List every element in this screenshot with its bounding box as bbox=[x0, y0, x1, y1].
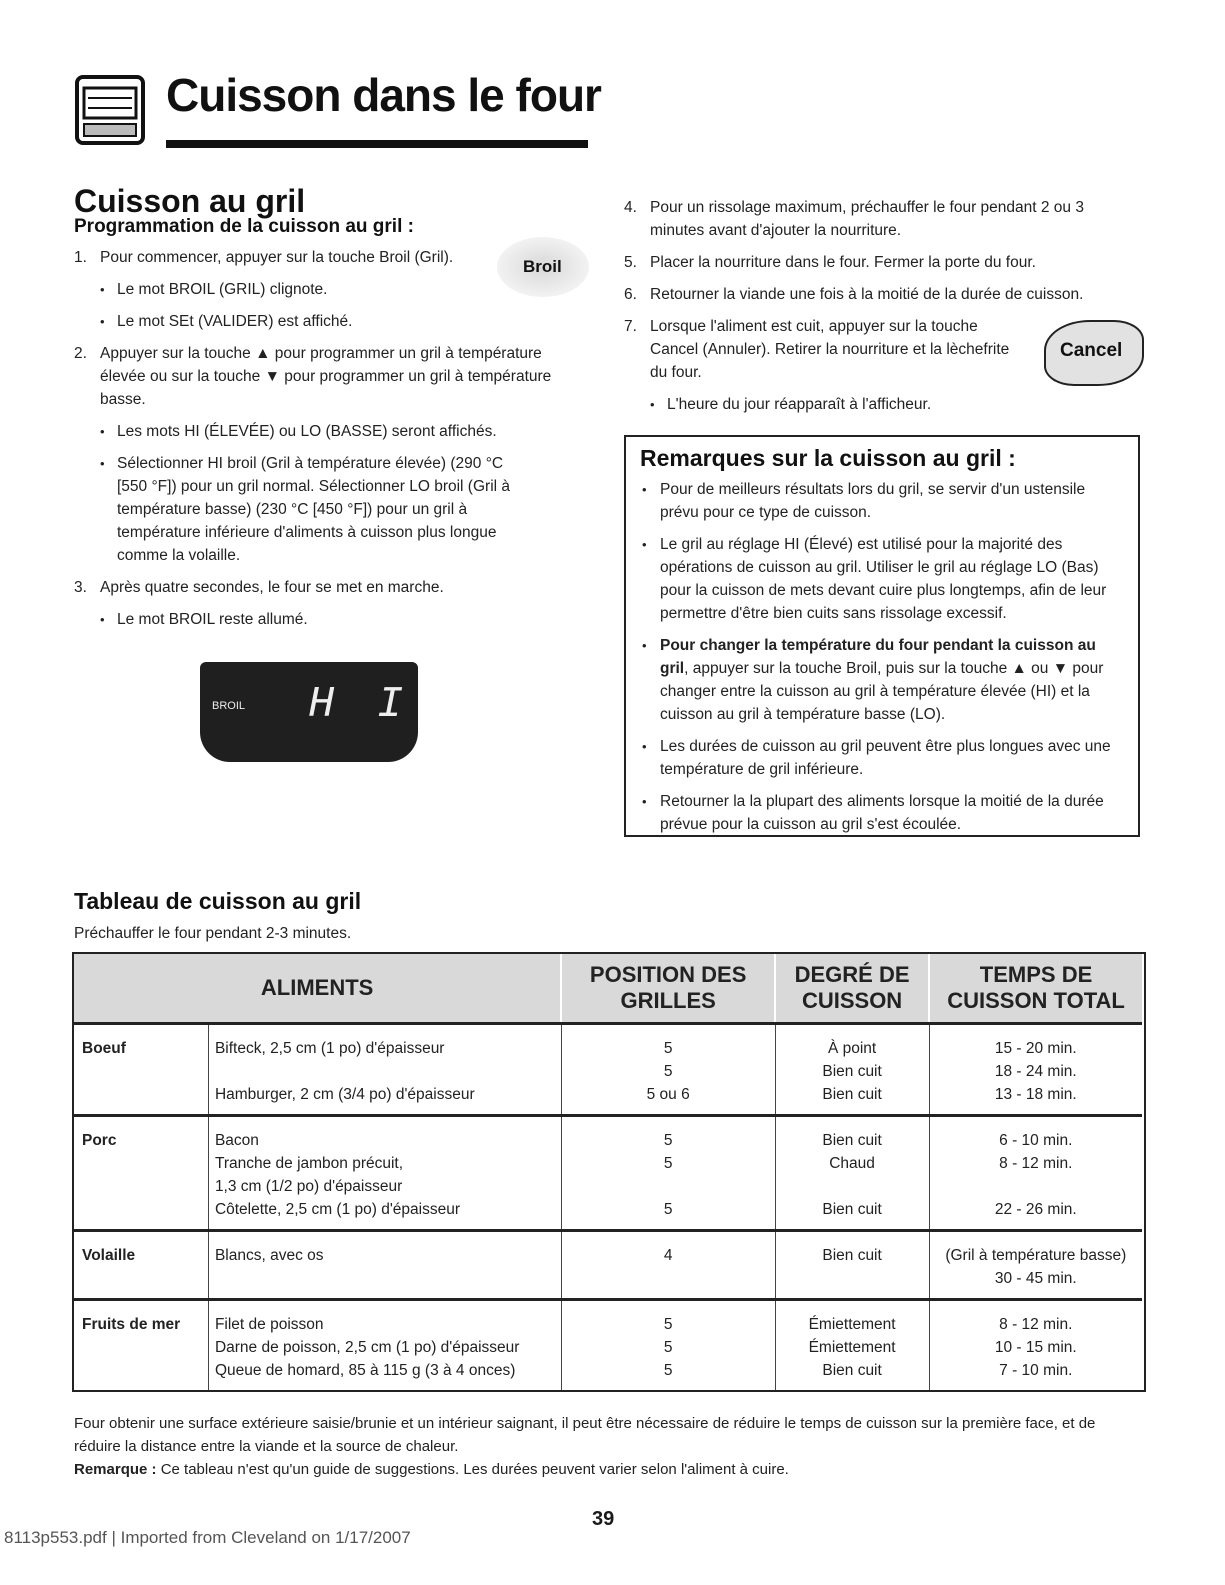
remark-item: • Pour de meilleurs résultats lors du gril, se servir d'un ustensile prévu pour ce type de cuisson. bbox=[640, 478, 1124, 524]
table-row bbox=[74, 1300, 1142, 1391]
doneness-line: Bien cuit bbox=[822, 1362, 882, 1379]
step-number: 6. bbox=[624, 286, 637, 303]
step-6 bbox=[624, 283, 1140, 306]
step-number: 7. bbox=[624, 318, 637, 335]
food-item bbox=[208, 1231, 561, 1300]
food-item-line bbox=[215, 1060, 555, 1083]
doneness-line: Émiettement bbox=[808, 1339, 896, 1356]
step-3 bbox=[74, 576, 594, 599]
doneness-line: Chaud bbox=[829, 1155, 875, 1172]
step-number: 3. bbox=[74, 579, 87, 596]
rack-position-line: 5 ou 6 bbox=[646, 1086, 690, 1103]
oven-icon bbox=[74, 74, 146, 146]
bullet: • Le mot SEt (VALIDER) est affiché. bbox=[74, 310, 594, 333]
remarks-title: Remarques sur la cuisson au gril : bbox=[640, 445, 1016, 471]
footer-import-note: 8113p553.pdf | Imported from Cleveland on 1/17/2007 bbox=[4, 1528, 411, 1547]
food-category: Porc bbox=[74, 1116, 208, 1231]
page-number: 39 bbox=[592, 1508, 615, 1530]
remarks-box bbox=[624, 435, 1140, 837]
cook-time bbox=[929, 1024, 1142, 1116]
food-item bbox=[208, 1116, 561, 1231]
step-4 bbox=[624, 196, 1140, 242]
rack-position-line: 5 bbox=[663, 1316, 673, 1333]
doneness-line: Émiettement bbox=[808, 1316, 896, 1333]
rack-position bbox=[561, 1024, 775, 1116]
step-text: Après quatre secondes, le four se met en marche. bbox=[100, 579, 444, 596]
remark-bold-lead: Pour changer la température du four pendant la cuisson au gril bbox=[660, 637, 1096, 677]
cook-time bbox=[929, 1116, 1142, 1231]
doneness-line: Bien cuit bbox=[822, 1247, 882, 1264]
step-7 bbox=[624, 315, 1030, 384]
doneness bbox=[775, 1231, 929, 1300]
cook-time-line: (Gril à température basse) bbox=[945, 1247, 1127, 1264]
table-note: Four obtenir une surface extérieure saisie/brunie et un intérieur saignant, il peut être nécessaire de réduire le temps de cuisson sur la première face, et de réduire la distance entre la viande et la source de chaleur. bbox=[74, 1415, 1096, 1455]
bullet: • Le mot BROIL (GRIL) clignote. bbox=[74, 278, 594, 301]
cook-time-line: 18 - 24 min. bbox=[994, 1063, 1077, 1080]
doneness-line bbox=[782, 1175, 923, 1198]
step-2 bbox=[74, 342, 590, 411]
cook-time-line: 8 - 12 min. bbox=[999, 1155, 1073, 1172]
table-title: Tableau de cuisson au gril bbox=[74, 888, 362, 914]
doneness bbox=[775, 1024, 929, 1116]
cook-time-line: 15 - 20 min. bbox=[994, 1040, 1077, 1057]
step-text: Appuyer sur la touche ▲ pour programmer un gril à température élevée ou sur la touche ▼ pour programmer un gril à température basse. bbox=[100, 345, 552, 408]
step-number: 1. bbox=[74, 249, 87, 266]
rack-position bbox=[561, 1300, 775, 1391]
cancel-button-label: Cancel bbox=[1060, 340, 1123, 361]
food-item-line: Tranche de jambon précuit, bbox=[214, 1155, 404, 1172]
step-number: 5. bbox=[624, 254, 637, 271]
bullet: • L'heure du jour réapparaît à l'afficheur. bbox=[624, 393, 1140, 416]
cook-time-line: 22 - 26 min. bbox=[994, 1201, 1077, 1218]
rack-position-line: 5 bbox=[663, 1362, 673, 1379]
doneness-line bbox=[782, 1267, 923, 1290]
table-row bbox=[74, 1231, 1142, 1300]
rack-position-line: 4 bbox=[663, 1247, 673, 1264]
food-item-line: Bifteck, 2,5 cm (1 po) d'épaisseur bbox=[214, 1040, 445, 1057]
doneness-line: À point bbox=[827, 1040, 877, 1057]
table-subtitle: Préchauffer le four pendant 2-3 minutes. bbox=[74, 925, 352, 942]
col-header-position: POSITION DES GRILLES bbox=[561, 954, 775, 1024]
rack-position-line: 5 bbox=[663, 1132, 673, 1149]
step-number: 2. bbox=[74, 345, 87, 362]
cancel-button[interactable] bbox=[1044, 320, 1144, 386]
food-item-line: Blancs, avec os bbox=[214, 1247, 324, 1264]
doneness-line: Bien cuit bbox=[822, 1063, 882, 1080]
cook-time-line bbox=[936, 1175, 1136, 1198]
cook-time-line: 7 - 10 min. bbox=[999, 1362, 1073, 1379]
doneness-line: Bien cuit bbox=[822, 1132, 882, 1149]
cook-time-line: 13 - 18 min. bbox=[994, 1086, 1077, 1103]
bullet: • Le mot BROIL reste allumé. bbox=[74, 608, 594, 631]
rack-position-line: 5 bbox=[663, 1040, 673, 1057]
food-item bbox=[208, 1024, 561, 1116]
rack-position-line: 5 bbox=[663, 1201, 673, 1218]
broil-button[interactable] bbox=[497, 237, 589, 297]
remark-rest: , appuyer sur la touche Broil, puis sur la touche ▲ ou ▼ pour changer entre la cuisson au gril à température élevée (HI) et la cuisson au gril à température basse (LO). bbox=[660, 660, 1104, 723]
cook-time bbox=[929, 1231, 1142, 1300]
oven-display bbox=[200, 662, 418, 762]
food-category: Fruits de mer bbox=[74, 1300, 208, 1391]
rack-position bbox=[561, 1231, 775, 1300]
doneness bbox=[775, 1300, 929, 1391]
cook-time-line: 6 - 10 min. bbox=[999, 1132, 1073, 1149]
food-item-line: Côtelette, 2,5 cm (1 po) d'épaisseur bbox=[214, 1201, 460, 1218]
food-item-line: 1,3 cm (1/2 po) d'épaisseur bbox=[214, 1178, 403, 1195]
rack-position-line bbox=[568, 1175, 769, 1198]
rack-position-line: 5 bbox=[663, 1339, 673, 1356]
remark-item: • Les durées de cuisson au gril peuvent être plus longues avec une température de gril inférieure. bbox=[640, 735, 1124, 781]
food-item-line: Darne de poisson, 2,5 cm (1 po) d'épaisseur bbox=[214, 1339, 520, 1356]
cook-time-line: 8 - 12 min. bbox=[999, 1316, 1073, 1333]
cook-time-line: 10 - 15 min. bbox=[994, 1339, 1077, 1356]
step-text: Pour commencer, appuyer sur la touche Broil (Gril). bbox=[100, 249, 454, 266]
display-value: H I bbox=[308, 680, 412, 730]
doneness-line: Bien cuit bbox=[822, 1086, 882, 1103]
food-item-line: Filet de poisson bbox=[214, 1316, 324, 1333]
cook-time bbox=[929, 1300, 1142, 1391]
page-title: Cuisson dans le four bbox=[166, 69, 601, 121]
remark-item bbox=[640, 634, 1124, 726]
step-5 bbox=[624, 251, 1140, 274]
remark-item: • Retourner la la plupart des aliments lorsque la moitié de la durée prévue pour la cuisson au gril s'est écoulée. bbox=[640, 790, 1124, 836]
food-item-line: Queue de homard, 85 à 115 g (3 à 4 onces) bbox=[214, 1362, 516, 1379]
step-number: 4. bbox=[624, 199, 637, 216]
rack-position bbox=[561, 1116, 775, 1231]
col-header-temps: TEMPS DE CUISSON TOTAL bbox=[929, 954, 1142, 1024]
doneness-line: Bien cuit bbox=[822, 1201, 882, 1218]
cook-time-line: 30 - 45 min. bbox=[994, 1270, 1077, 1287]
section-title: Cuisson au gril bbox=[74, 183, 306, 219]
step-text: Lorsque l'aliment est cuit, appuyer sur la touche Cancel (Annuler). Retirer la nourriture et la lèchefrite du four. bbox=[650, 318, 1010, 381]
col-header-aliments: ALIMENTS bbox=[74, 954, 561, 1024]
step-text: Retourner la viande une fois à la moitié de la durée de cuisson. bbox=[650, 286, 1084, 303]
table-row bbox=[74, 1024, 1142, 1116]
cooking-table bbox=[74, 954, 1142, 1390]
display-label: BROIL bbox=[212, 700, 246, 712]
right-column bbox=[624, 196, 1140, 425]
food-item-line bbox=[215, 1267, 555, 1290]
food-category: Boeuf bbox=[74, 1024, 208, 1116]
broil-button-label: Broil bbox=[523, 257, 562, 276]
food-item bbox=[208, 1300, 561, 1391]
rack-position-line: 5 bbox=[663, 1063, 673, 1080]
food-item-line: Hamburger, 2 cm (3/4 po) d'épaisseur bbox=[214, 1086, 475, 1103]
step-text: Placer la nourriture dans le four. Fermer la porte du four. bbox=[650, 254, 1036, 271]
section-subtitle: Programmation de la cuisson au gril : bbox=[74, 216, 414, 237]
bullet: • Sélectionner HI broil (Gril à température élevée) (290 °C [550 °F]) pour un gril normal. Sélectionner LO broil (Gril à température basse) (230 °C [450 °F]) pour un gril à température inférieure d'aliments à cuisson plus longue comme la volaille. bbox=[74, 452, 537, 567]
remark-label: Remarque : bbox=[74, 1461, 157, 1478]
rack-position-line bbox=[568, 1267, 769, 1290]
title-underline bbox=[166, 140, 588, 148]
remark-text: Ce tableau n'est qu'un guide de suggestions. Les durées peuvent varier selon l'aliment à cuire. bbox=[156, 1461, 789, 1478]
food-item-line: Bacon bbox=[214, 1132, 259, 1149]
step-text: Pour un rissolage maximum, préchauffer le four pendant 2 ou 3 minutes avant d'ajouter la nourriture. bbox=[650, 199, 1084, 239]
cooking-table-frame bbox=[72, 952, 1146, 1392]
table-row bbox=[74, 1116, 1142, 1231]
bullet: • Les mots HI (ÉLEVÉE) ou LO (BASSE) seront affichés. bbox=[74, 420, 594, 443]
remark-item: • Le gril au réglage HI (Élevé) est utilisé pour la majorité des opérations de cuisson au gril. Utiliser le gril au réglage LO (Bas) pour la cuisson de mets devant cuire plus longtemps, afin de leur permettre d'être bien cuits sans rissolage excessif. bbox=[640, 533, 1124, 625]
doneness bbox=[775, 1116, 929, 1231]
table-remark bbox=[74, 1458, 1144, 1481]
food-category: Volaille bbox=[74, 1231, 208, 1300]
rack-position-line: 5 bbox=[663, 1155, 673, 1172]
col-header-degre: DEGRÉ DE CUISSON bbox=[775, 954, 929, 1024]
